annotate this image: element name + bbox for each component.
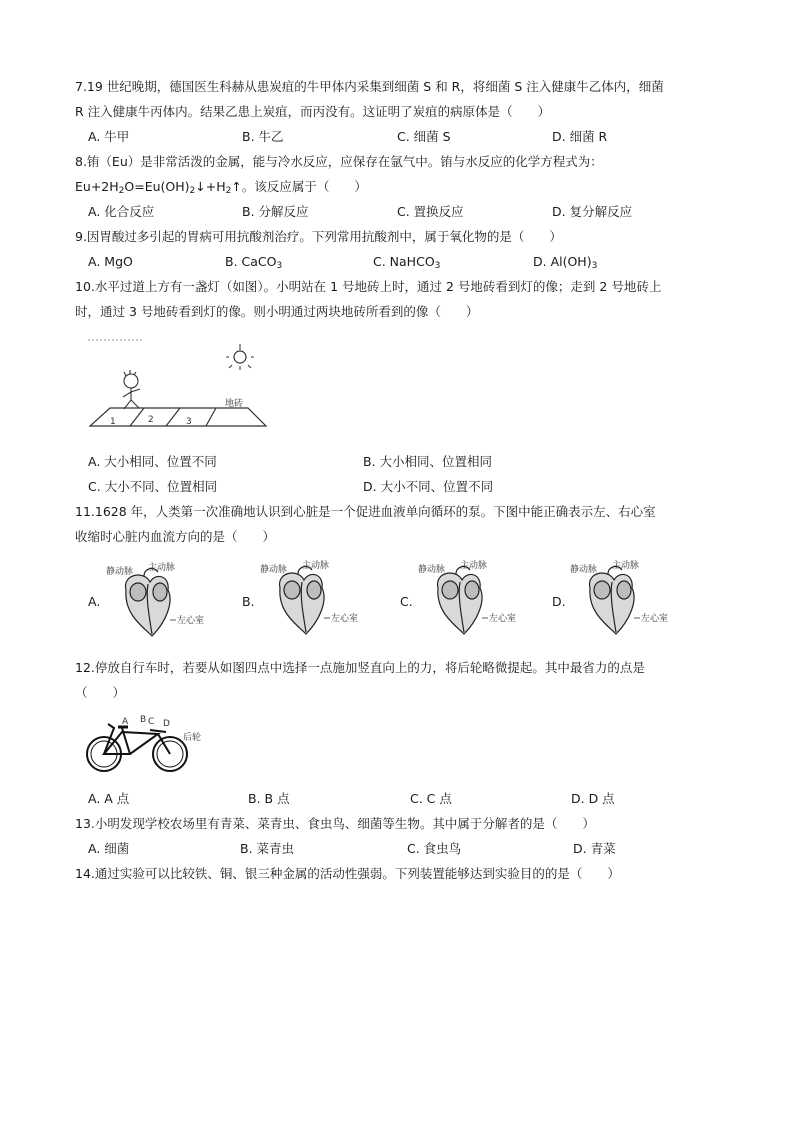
q7-option-a: A. 牛甲 xyxy=(88,129,130,144)
boy-figure xyxy=(123,370,140,409)
q11-letter-c: C. xyxy=(400,594,413,609)
heart-icon xyxy=(280,567,324,634)
q7-stem-line1: 7.19 世纪晚期，德国医生科赫从患炭疽的牛甲体内采集到细菌 S 和 R，将细菌 S 注入健康牛乙体内，细菌 xyxy=(75,79,664,94)
q13-stem-line1: 13.小明发现学校农场里有青菜、菜青虫、食虫鸟、细菌等生物。其中属于分解者的是（ ） xyxy=(75,816,595,831)
tile-label: 地砖 xyxy=(225,399,244,409)
q9-option-b: B. CaCO$_3$ xyxy=(225,254,283,271)
q12-bicycle-figure xyxy=(84,714,202,778)
point-a-label: A xyxy=(122,717,129,727)
tile-number-1: 1 xyxy=(110,417,116,427)
q10-stem-line1: 10.水平过道上方有一盏灯（如图）。小明站在 1 号地砖上时，通过 2 号地砖看到灯的像；走到 2 号地砖上 xyxy=(75,279,662,294)
q8-equation: $Eu+2H_2O=Eu(OH)_2↓+H_2↑$。该反应属于（ ） xyxy=(75,179,367,196)
heart-icon xyxy=(126,569,170,636)
q7-option-c: C. 细菌 S xyxy=(397,129,451,144)
q11-stem-line2: 收缩时心脏内血流方向的是（ ） xyxy=(75,529,276,544)
q10-option-a: A. 大小相同、位置不同 xyxy=(88,454,217,469)
heart-icon xyxy=(438,567,482,634)
floor-tiles xyxy=(90,408,266,426)
q10-corridor-figure xyxy=(88,338,288,436)
lamp-icon xyxy=(226,344,254,370)
heart-icon xyxy=(590,567,634,634)
heart-label-ventricle: 左心室 xyxy=(489,614,517,624)
q11-stem-line1: 11.1628 年，人类第一次准确地认识到心脏是一个促进血液单向循环的泵。下图中能正确表示左、右心室 xyxy=(75,504,656,519)
q12-stem-line1: 12.停放自行车时，若要从如图四点中选择一点施加竖直向上的力，将后轮略微提起。其中最省力的点是 xyxy=(75,660,645,675)
q11-heart-c xyxy=(416,560,546,640)
q8-stem-line1: 8.铕（Eu）是非常活泼的金属，能与冷水反应，应保存在氩气中。铕与水反应的化学方程式为： xyxy=(75,154,603,169)
heart-label-ventricle: 左心室 xyxy=(641,614,669,624)
q10-option-b: B. 大小相同、位置相同 xyxy=(363,454,493,469)
heart-label-ventricle: 左心室 xyxy=(177,616,205,626)
point-c-label: C xyxy=(148,717,155,727)
q8-option-b: B. 分解反应 xyxy=(242,204,309,219)
q9-stem-line1: 9.因胃酸过多引起的胃病可用抗酸剂治疗。下列常用抗酸剂中，属于氧化物的是（ ） xyxy=(75,229,562,244)
q13-option-a: A. 细菌 xyxy=(88,841,130,856)
q9-option-a: A. MgO xyxy=(88,254,133,269)
heart-label-artery: 主动脉 xyxy=(612,561,640,571)
q14-stem-line1: 14.通过实验可以比较铁、铜、银三种金属的活动性强弱。下列装置能够达到实验目的的是（ ） xyxy=(75,866,620,881)
heart-label-vein: 静动脉 xyxy=(570,565,598,575)
q8-option-c: C. 置换反应 xyxy=(397,204,464,219)
q10-option-c: C. 大小不同、位置相同 xyxy=(88,479,218,494)
q13-option-b: B. 菜青虫 xyxy=(240,841,295,856)
q12-option-a: A. A 点 xyxy=(88,791,130,806)
q11-heart-d xyxy=(568,560,698,640)
q13-option-c: C. 食虫鸟 xyxy=(407,841,462,856)
q11-letter-a: A. xyxy=(88,594,101,609)
q7-option-d: D. 细菌 R xyxy=(552,129,608,144)
q8-option-d: D. 复分解反应 xyxy=(552,204,633,219)
q9-option-c: C. NaHCO$_3$ xyxy=(373,254,441,271)
q12-option-c: C. C 点 xyxy=(410,791,452,806)
q13-option-d: D. 青菜 xyxy=(573,841,616,856)
q9-option-d: D. $Al(OH)_3$ xyxy=(533,254,598,271)
bicycle-icon xyxy=(87,724,187,771)
rear-wheel-label: 后轮 xyxy=(183,733,202,743)
heart-label-artery: 主动脉 xyxy=(460,561,488,571)
q12-option-d: D. D 点 xyxy=(571,791,615,806)
q7-option-b: B. 牛乙 xyxy=(242,129,284,144)
point-b-label: B xyxy=(140,715,147,725)
tile-number-3: 3 xyxy=(186,417,192,427)
heart-label-vein: 静动脉 xyxy=(418,565,446,575)
point-d-label: D xyxy=(163,719,170,729)
q10-stem-line2: 时，通过 3 号地砖看到灯的像。则小明通过两块地砖所看到的像（ ） xyxy=(75,304,479,319)
tile-number-2: 2 xyxy=(148,415,154,425)
q7-stem-line2: R 注入健康牛丙体内。结果乙患上炭疽，而丙没有。这证明了炭疽的病原体是（ ） xyxy=(75,104,551,119)
heart-label-ventricle: 左心室 xyxy=(331,614,359,624)
q10-option-d: D. 大小不同、位置不同 xyxy=(363,479,494,494)
q8-option-a: A. 化合反应 xyxy=(88,204,155,219)
heart-label-artery: 主动脉 xyxy=(148,563,176,573)
q11-letter-b: B. xyxy=(242,594,255,609)
q12-stem-line2: （ ） xyxy=(75,685,126,700)
heart-label-artery: 主动脉 xyxy=(302,561,330,571)
q11-heart-b xyxy=(258,560,388,640)
q11-heart-a xyxy=(104,562,234,642)
q11-letter-d: D. xyxy=(552,594,566,609)
heart-label-vein: 静动脉 xyxy=(106,567,134,577)
heart-label-vein: 静动脉 xyxy=(260,565,288,575)
q12-option-b: B. B 点 xyxy=(248,791,290,806)
